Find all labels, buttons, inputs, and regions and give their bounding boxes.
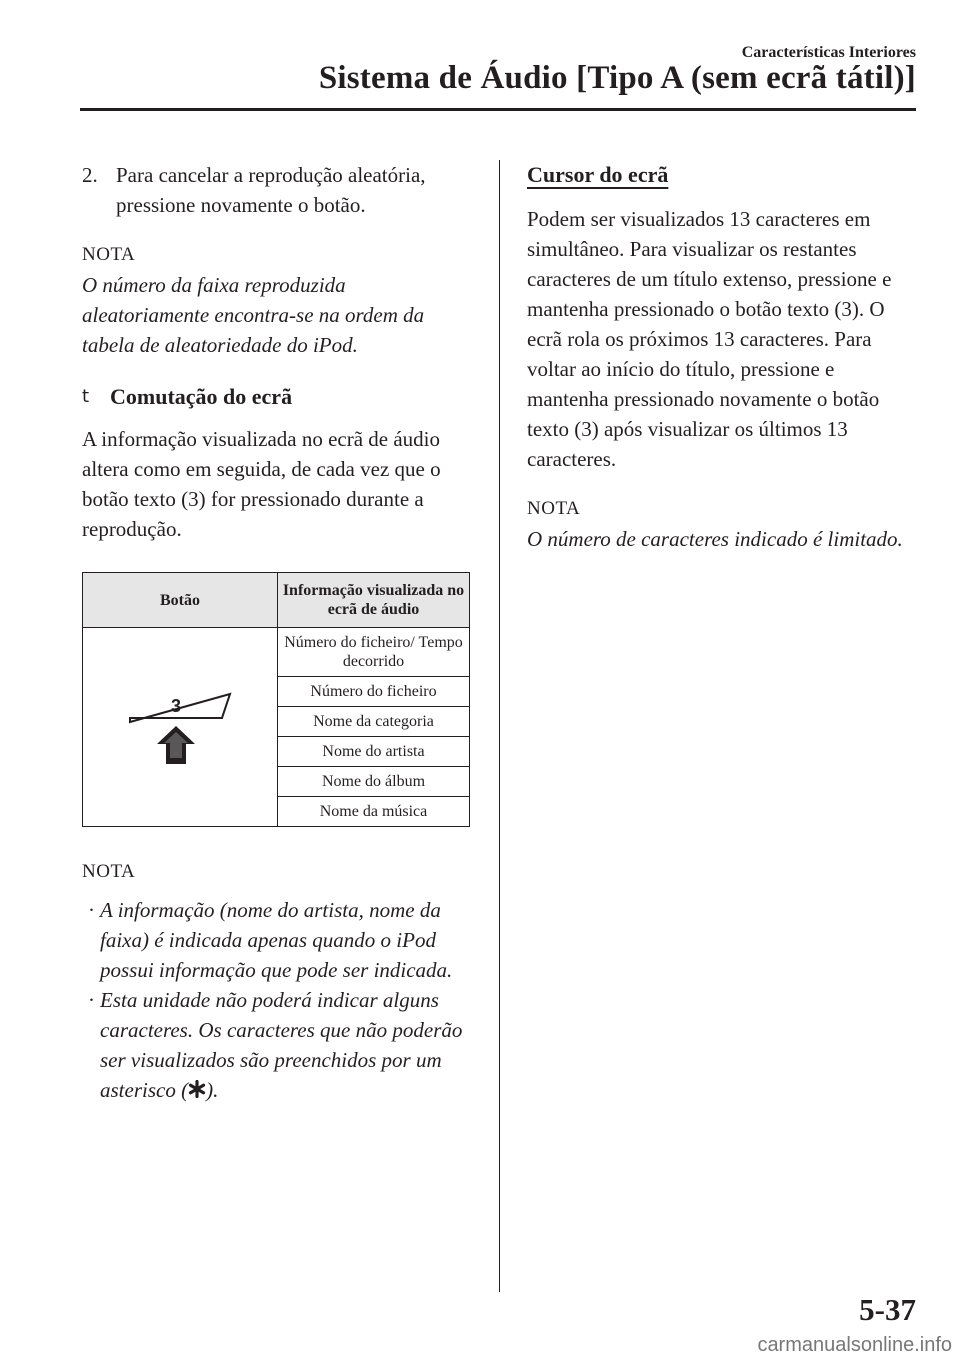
- footer-watermark: carmanualsonline.info: [757, 1334, 952, 1356]
- text-button-3-icon: [120, 680, 240, 770]
- nota-body: O número de caracteres indicado é limitado.: [527, 527, 903, 551]
- nota-heading: NOTA: [82, 244, 136, 265]
- list-item-text: A informação (nome do artista, nome da faixa) é indicada apenas quando o iPod possui informação que pode ser indicada.: [100, 898, 453, 982]
- section-title: Comutação do ecrã: [110, 384, 293, 409]
- step-text: Para cancelar a reprodução aleatória, pressione novamente o botão.: [116, 163, 426, 217]
- section-paragraph: A informação visualizada no ecrã de áudio altera como em seguida, de cada vez que o botão texto (3) for pressionado durante a reprodução.: [82, 427, 441, 541]
- button-illustration-cell: [83, 628, 278, 827]
- nota-list: [82, 895, 472, 1105]
- table-cell: Nome da categoria: [278, 707, 470, 737]
- header-chapter: Características Interiores: [741, 44, 916, 61]
- section-title-cursor: Cursor do ecrã: [527, 162, 669, 187]
- right-column: [527, 160, 919, 554]
- column-divider: [499, 160, 500, 1292]
- table-cell: Número do ficheiro: [278, 677, 470, 707]
- table-cell: Nome do artista: [278, 737, 470, 767]
- table-header-info: Informação visualizada no ecrã de áudio: [278, 573, 470, 628]
- list-item: [82, 985, 472, 1105]
- left-column: [82, 160, 472, 1105]
- table-cell: Nome da música: [278, 797, 470, 827]
- nota-heading: NOTA: [82, 861, 136, 882]
- bullet: ·: [88, 898, 95, 922]
- table-row: [83, 628, 470, 677]
- section-heading: [82, 382, 472, 412]
- display-info-table: [82, 572, 470, 827]
- cursor-paragraph: Podem ser visualizados 13 caracteres em simultâneo. Para visualizar os restantes caracteres de um título extenso, pressione e mantenha pressionado o botão texto (3). O ecrã rola os próximos 13 caracteres. Para voltar ao início do título, pressione e mantenha pressionado novamente o botão texto (3) após visualizar os últimos 13 caracteres.: [527, 207, 892, 471]
- table-header-row: [83, 573, 470, 628]
- header-rule: [80, 108, 916, 111]
- table-cell: Número do ficheiro/ Tempo decorrido: [278, 628, 470, 677]
- list-item: [82, 895, 472, 985]
- page-number: 5-37: [859, 1292, 916, 1327]
- nota-body: O número da faixa reproduzida aleatoriamente encontra-se na ordem da tabela de aleatoriedade do iPod.: [82, 273, 425, 357]
- step-number: 2.: [82, 163, 98, 187]
- asterisk-icon: [188, 1080, 206, 1098]
- table-header-button: Botão: [83, 573, 278, 628]
- list-item-text: Esta unidade não poderá indicar alguns caracteres. Os caracteres que não poderão ser visualizados são preenchidos por um asterisco (: [100, 988, 463, 1102]
- section-marker-icon: t: [82, 386, 90, 407]
- table-cell: Nome do álbum: [278, 767, 470, 797]
- step-item: [82, 160, 472, 220]
- list-item-text-end: ).: [206, 1078, 219, 1102]
- button-number-label: 3: [170, 695, 182, 716]
- bullet: ·: [88, 988, 95, 1012]
- page-title: Sistema de Áudio [Tipo A (sem ecrã tátil)]: [318, 60, 916, 96]
- nota-heading: NOTA: [527, 498, 581, 519]
